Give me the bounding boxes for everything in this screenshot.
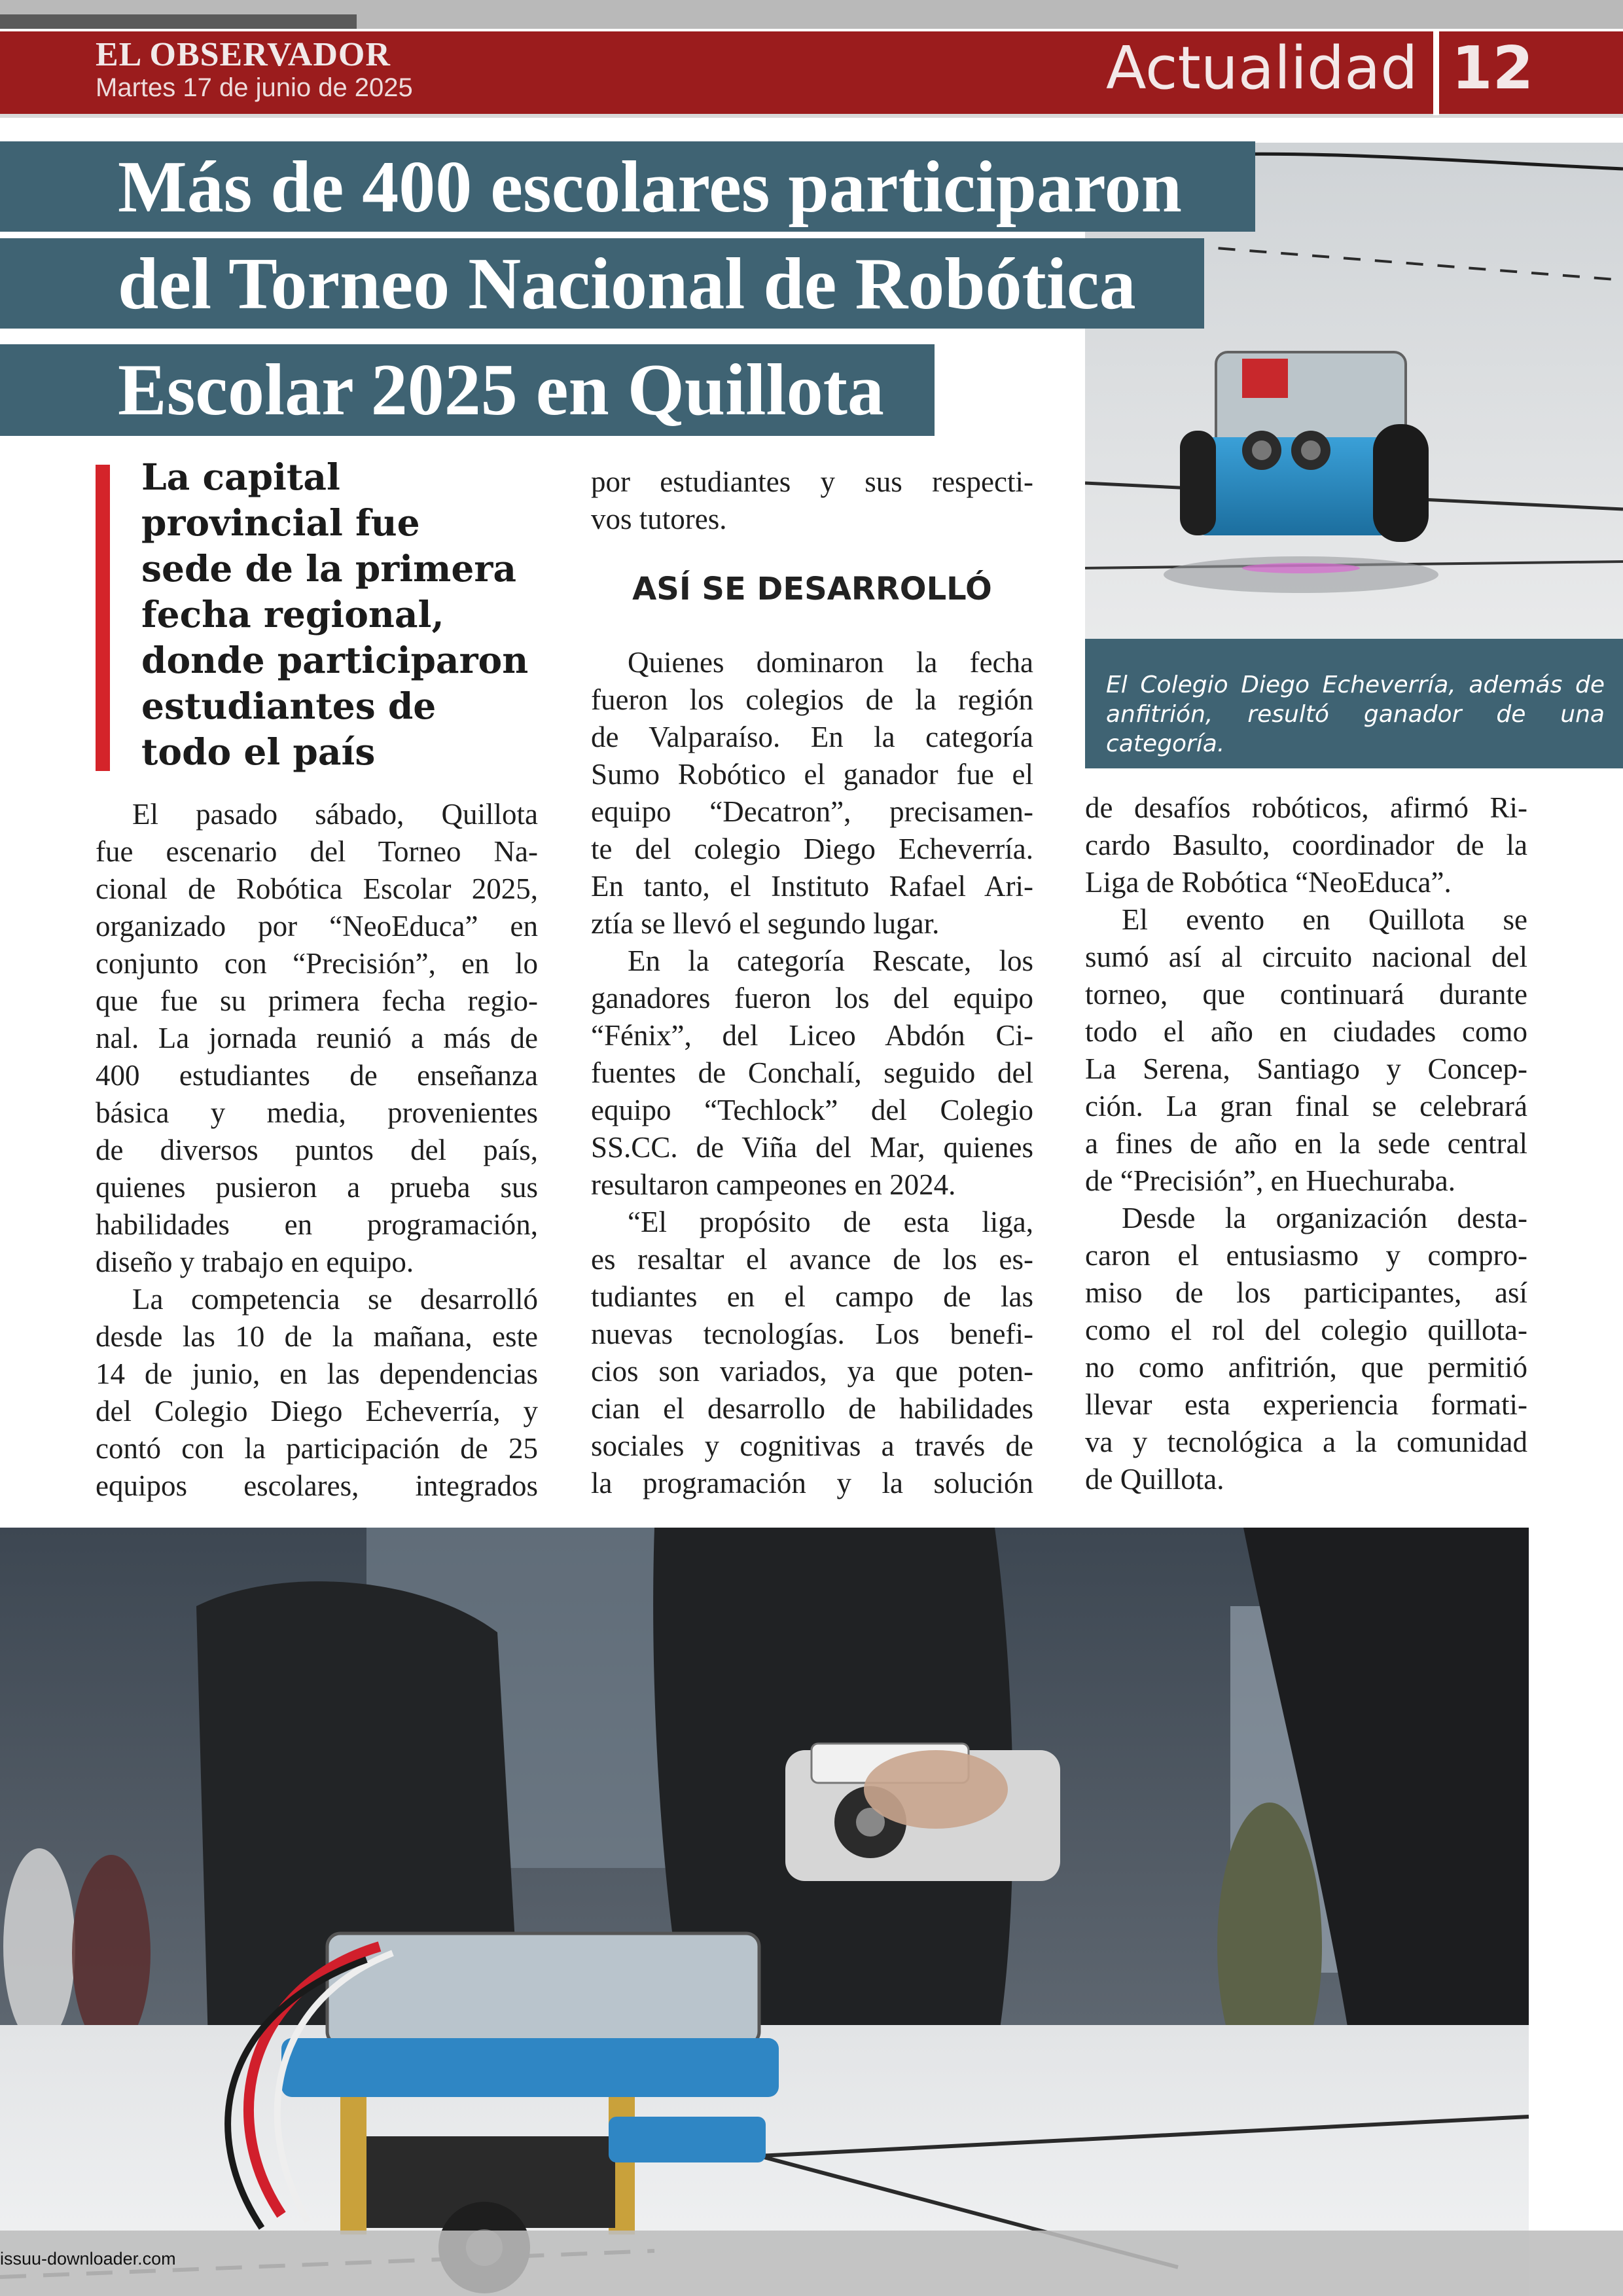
- body-line: Liga de Robótica “NeoEduca”.: [1085, 866, 1452, 899]
- body-line: sociales y cognitivas a través de: [591, 1429, 1033, 1462]
- deck-line: estudiantes de: [141, 685, 437, 727]
- body-line: por estudiantes y sus respecti-: [591, 465, 1033, 498]
- body-line: ganadores fueron los del equipo: [591, 982, 1033, 1014]
- deck-line: fecha regional,: [141, 593, 444, 636]
- body-line: te del colegio Diego Echeverría.: [591, 833, 1033, 865]
- deck-accent-bar: [96, 465, 110, 771]
- body-line: la programación y la solución: [591, 1467, 1033, 1499]
- body-line: todo el año en ciudades como: [1085, 1015, 1527, 1048]
- footer-strip: [0, 2231, 1623, 2296]
- section-name: Actualidad: [1106, 34, 1418, 103]
- body-line: cardo Basulto, coordinador de la: [1085, 829, 1527, 861]
- body-line: de diversos puntos del país,: [96, 1134, 538, 1166]
- body-line: La Serena, Santiago y Concep-: [1085, 1052, 1527, 1085]
- body-line: equipo “Decatron”, precisamen-: [591, 795, 1033, 828]
- header-divider: [1433, 31, 1439, 115]
- body-line: básica y media, provenientes: [96, 1096, 538, 1129]
- body-line: “El propósito de esta liga,: [628, 1206, 1033, 1238]
- body-line: cios son variados, ya que poten-: [591, 1355, 1033, 1388]
- body-line: 400 estudiantes de enseñanza: [96, 1059, 538, 1092]
- body-line: cian el desarrollo de habilidades: [591, 1392, 1033, 1425]
- body-line: a fines de año en la sede central: [1085, 1127, 1527, 1160]
- photo-caption: El Colegio Diego Echeverría, además de anfitrión, resultó ganador de una categoría.: [1106, 672, 1605, 757]
- body-line: vos tutores.: [591, 503, 727, 535]
- body-line: Desde la organización desta-: [1122, 1202, 1527, 1234]
- body-line: miso de los participantes, así: [1085, 1276, 1527, 1309]
- body-line: diseño y trabajo en equipo.: [96, 1246, 414, 1278]
- headline-line: Más de 400 escolares participaron: [118, 147, 1182, 228]
- body-line: nuevas tecnologías. Los benefi-: [591, 1318, 1033, 1350]
- body-line: organizado por “NeoEduca” en: [96, 910, 538, 942]
- body-line: resultaron campeones en 2024.: [591, 1168, 956, 1201]
- body-line: 14 de junio, en las dependencias: [96, 1357, 538, 1390]
- body-line: conjunto con “Precisión”, en lo: [96, 947, 538, 980]
- body-line: de Valparaíso. En la categoría: [591, 721, 1033, 753]
- body-line: ción. La gran final se celebrará: [1085, 1090, 1527, 1122]
- body-line: Quienes dominaron la fecha: [628, 646, 1033, 679]
- body-line: es resaltar el avance de los es-: [591, 1243, 1033, 1276]
- body-line: El evento en Quillota se: [1122, 903, 1527, 936]
- body-line: tudiantes en el campo de las: [591, 1280, 1033, 1313]
- body-line: torneo, que continuará durante: [1085, 978, 1527, 1011]
- headline-line: Escolar 2025 en Quillota: [118, 350, 884, 431]
- body-line: desde las 10 de la mañana, este: [96, 1320, 538, 1353]
- body-line: caron el entusiasmo y compro-: [1085, 1239, 1527, 1272]
- competition-photo: [0, 1528, 1529, 2296]
- article-deck: [141, 454, 529, 775]
- deck-line: sede de la primera: [141, 547, 516, 590]
- deck-line: donde participaron: [141, 639, 529, 681]
- body-line: nal. La jornada reunió a más de: [96, 1022, 538, 1054]
- body-line: que fue su primera fecha regio-: [96, 984, 538, 1017]
- body-line: va y tecnológica a la comunidad: [1085, 1426, 1527, 1458]
- body-line: quienes pusieron a prueba sus: [96, 1171, 538, 1204]
- body-line: cional de Robótica Escolar 2025,: [96, 872, 538, 905]
- article-subhead: ASÍ SE DESARROLLÓ: [632, 571, 992, 607]
- body-line: El pasado sábado, Quillota: [132, 798, 538, 831]
- deck-line: provincial fue: [141, 501, 420, 544]
- body-line: no como anfitrión, que permitió: [1085, 1351, 1527, 1384]
- body-line: fueron los colegios de la región: [591, 683, 1033, 716]
- newspaper-name: EL OBSERVADOR: [96, 36, 391, 73]
- body-line: En la categoría Rescate, los: [628, 944, 1033, 977]
- watermark-text: issuu-downloader.com: [0, 2249, 176, 2269]
- deck-line: todo el país: [141, 730, 376, 773]
- body-line: de desafíos robóticos, afirmó Ri-: [1085, 791, 1527, 824]
- page-number: 12: [1452, 34, 1534, 103]
- body-line: La competencia se desarrolló: [132, 1283, 538, 1316]
- body-line: de Quillota.: [1085, 1463, 1224, 1496]
- headline-line: del Torneo Nacional de Robótica: [118, 243, 1136, 325]
- body-line: contó con la participación de 25: [96, 1432, 538, 1465]
- body-line: ztía se llevó el segundo lugar.: [591, 907, 940, 940]
- body-line: Sumo Robótico el ganador fue el: [591, 758, 1033, 791]
- body-line: SS.CC. de Viña del Mar, quienes: [591, 1131, 1033, 1164]
- article-column-1: [96, 796, 538, 1505]
- article-column-2: [591, 644, 1033, 1502]
- body-line: En tanto, el Instituto Rafael Ari-: [591, 870, 1033, 903]
- top-strip-accent: [0, 14, 357, 29]
- body-line: sumó así al circuito nacional del: [1085, 941, 1527, 973]
- body-line: fuentes de Conchalí, seguido del: [591, 1056, 1033, 1089]
- body-line: equipo “Techlock” del Colegio: [591, 1094, 1033, 1126]
- body-line: fue escenario del Torneo Na-: [96, 835, 538, 868]
- body-line: de “Precisión”, en Huechuraba.: [1085, 1164, 1455, 1197]
- body-line: llevar esta experiencia formati-: [1085, 1388, 1527, 1421]
- body-line: habilidades en programación,: [96, 1208, 538, 1241]
- body-line: del Colegio Diego Echeverría, y: [96, 1395, 538, 1427]
- body-line: “Fénix”, del Liceo Abdón Ci-: [591, 1019, 1033, 1052]
- body-line: como el rol del colegio quillota-: [1085, 1314, 1527, 1346]
- deck-line: La capital: [141, 456, 340, 498]
- body-line: equipos escolares, integrados: [96, 1469, 538, 1502]
- issue-date: Martes 17 de junio de 2025: [96, 73, 413, 102]
- article-column-3: [1085, 789, 1527, 1498]
- article-column-2-top: [591, 463, 1033, 538]
